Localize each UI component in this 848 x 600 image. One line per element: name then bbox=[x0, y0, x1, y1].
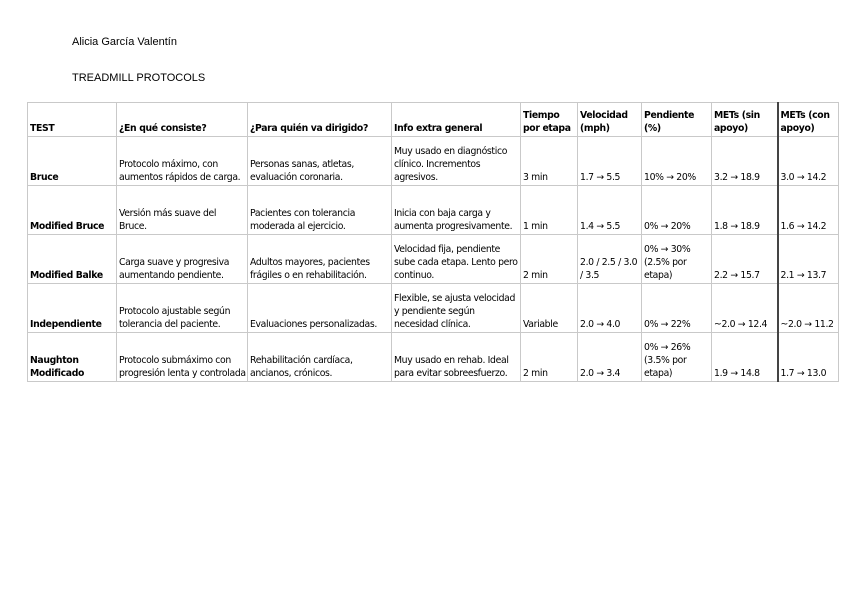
cell-extra-info: Muy usado en rehab. Ideal para evitar sobreesfuerzo. bbox=[392, 333, 521, 382]
column-header-stage-time: Tiempo por etapa bbox=[521, 103, 578, 137]
cell-speed: 2.0 / 2.5 / 3.0 / 3.5 bbox=[578, 235, 642, 284]
column-header-mets-support: METs (con apoyo) bbox=[778, 103, 839, 137]
cell-description: Carga suave y progresiva aumentando pendiente. bbox=[117, 235, 248, 284]
cell-grade: 0% → 30% (2.5% por etapa) bbox=[642, 235, 712, 284]
cell-test: Naughton Modificado bbox=[28, 333, 117, 382]
table-row bbox=[28, 186, 839, 235]
cell-extra-info: Velocidad fija, pendiente sube cada etapa. Lento pero continuo. bbox=[392, 235, 521, 284]
treadmill-protocols-table bbox=[27, 102, 839, 382]
cell-stage-time: 2 min bbox=[521, 333, 578, 382]
cell-target-group: Evaluaciones personalizadas. bbox=[248, 284, 392, 333]
cell-target-group: Adultos mayores, pacientes frágiles o en rehabilitación. bbox=[248, 235, 392, 284]
cell-test: Modified Balke bbox=[28, 235, 117, 284]
column-header-mets-no-support: METs (sin apoyo) bbox=[712, 103, 778, 137]
cell-grade: 0% → 22% bbox=[642, 284, 712, 333]
table-row bbox=[28, 333, 839, 382]
cell-speed: 2.0 → 4.0 bbox=[578, 284, 642, 333]
cell-test: Independiente bbox=[28, 284, 117, 333]
cell-stage-time: Variable bbox=[521, 284, 578, 333]
column-header-description: ¿En qué consiste? bbox=[117, 103, 248, 137]
cell-mets-support: 2.1 → 13.7 bbox=[778, 235, 839, 284]
cell-grade: 0% → 26% (3.5% por etapa) bbox=[642, 333, 712, 382]
table-row bbox=[28, 284, 839, 333]
cell-description: Protocolo submáximo con progresión lenta y controlada bbox=[117, 333, 248, 382]
cell-mets-support: ~2.0 → 11.2 bbox=[778, 284, 839, 333]
cell-description: Protocolo ajustable según tolerancia del paciente. bbox=[117, 284, 248, 333]
cell-extra-info: Muy usado en diagnóstico clínico. Incrementos agresivos. bbox=[392, 137, 521, 186]
cell-grade: 10% → 20% bbox=[642, 137, 712, 186]
cell-mets-support: 3.0 → 14.2 bbox=[778, 137, 839, 186]
cell-mets-support: 1.7 → 13.0 bbox=[778, 333, 839, 382]
cell-description: Protocolo máximo, con aumentos rápidos de carga. bbox=[117, 137, 248, 186]
column-header-grade: Pendiente (%) bbox=[642, 103, 712, 137]
cell-extra-info: Flexible, se ajusta velocidad y pendiente según necesidad clínica. bbox=[392, 284, 521, 333]
cell-target-group: Pacientes con tolerancia moderada al ejercicio. bbox=[248, 186, 392, 235]
cell-description: Versión más suave del Bruce. bbox=[117, 186, 248, 235]
header-row bbox=[28, 103, 839, 137]
cell-mets-no-support: 1.8 → 18.9 bbox=[712, 186, 778, 235]
cell-stage-time: 3 min bbox=[521, 137, 578, 186]
column-header-extra-info: Info extra general bbox=[392, 103, 521, 137]
column-header-speed: Velocidad (mph) bbox=[578, 103, 642, 137]
cell-mets-no-support: 2.2 → 15.7 bbox=[712, 235, 778, 284]
column-header-test: TEST bbox=[28, 103, 117, 137]
cell-mets-no-support: ~2.0 → 12.4 bbox=[712, 284, 778, 333]
cell-mets-support: 1.6 → 14.2 bbox=[778, 186, 839, 235]
cell-mets-no-support: 3.2 → 18.9 bbox=[712, 137, 778, 186]
cell-test: Modified Bruce bbox=[28, 186, 117, 235]
cell-target-group: Rehabilitación cardíaca, ancianos, crónicos. bbox=[248, 333, 392, 382]
cell-test: Bruce bbox=[28, 137, 117, 186]
cell-target-group: Personas sanas, atletas, evaluación coronaria. bbox=[248, 137, 392, 186]
cell-stage-time: 1 min bbox=[521, 186, 578, 235]
table-row bbox=[28, 137, 839, 186]
cell-extra-info: Inicia con baja carga y aumenta progresivamente. bbox=[392, 186, 521, 235]
column-header-target-group: ¿Para quién va dirigido? bbox=[248, 103, 392, 137]
table-row bbox=[28, 235, 839, 284]
cell-speed: 1.7 → 5.5 bbox=[578, 137, 642, 186]
document-title: TREADMILL PROTOCOLS bbox=[72, 72, 206, 84]
cell-speed: 2.0 → 3.4 bbox=[578, 333, 642, 382]
cell-mets-no-support: 1.9 → 14.8 bbox=[712, 333, 778, 382]
cell-stage-time: 2 min bbox=[521, 235, 578, 284]
cell-speed: 1.4 → 5.5 bbox=[578, 186, 642, 235]
cell-grade: 0% → 20% bbox=[642, 186, 712, 235]
author-name: Alicia García Valentín bbox=[72, 36, 177, 48]
